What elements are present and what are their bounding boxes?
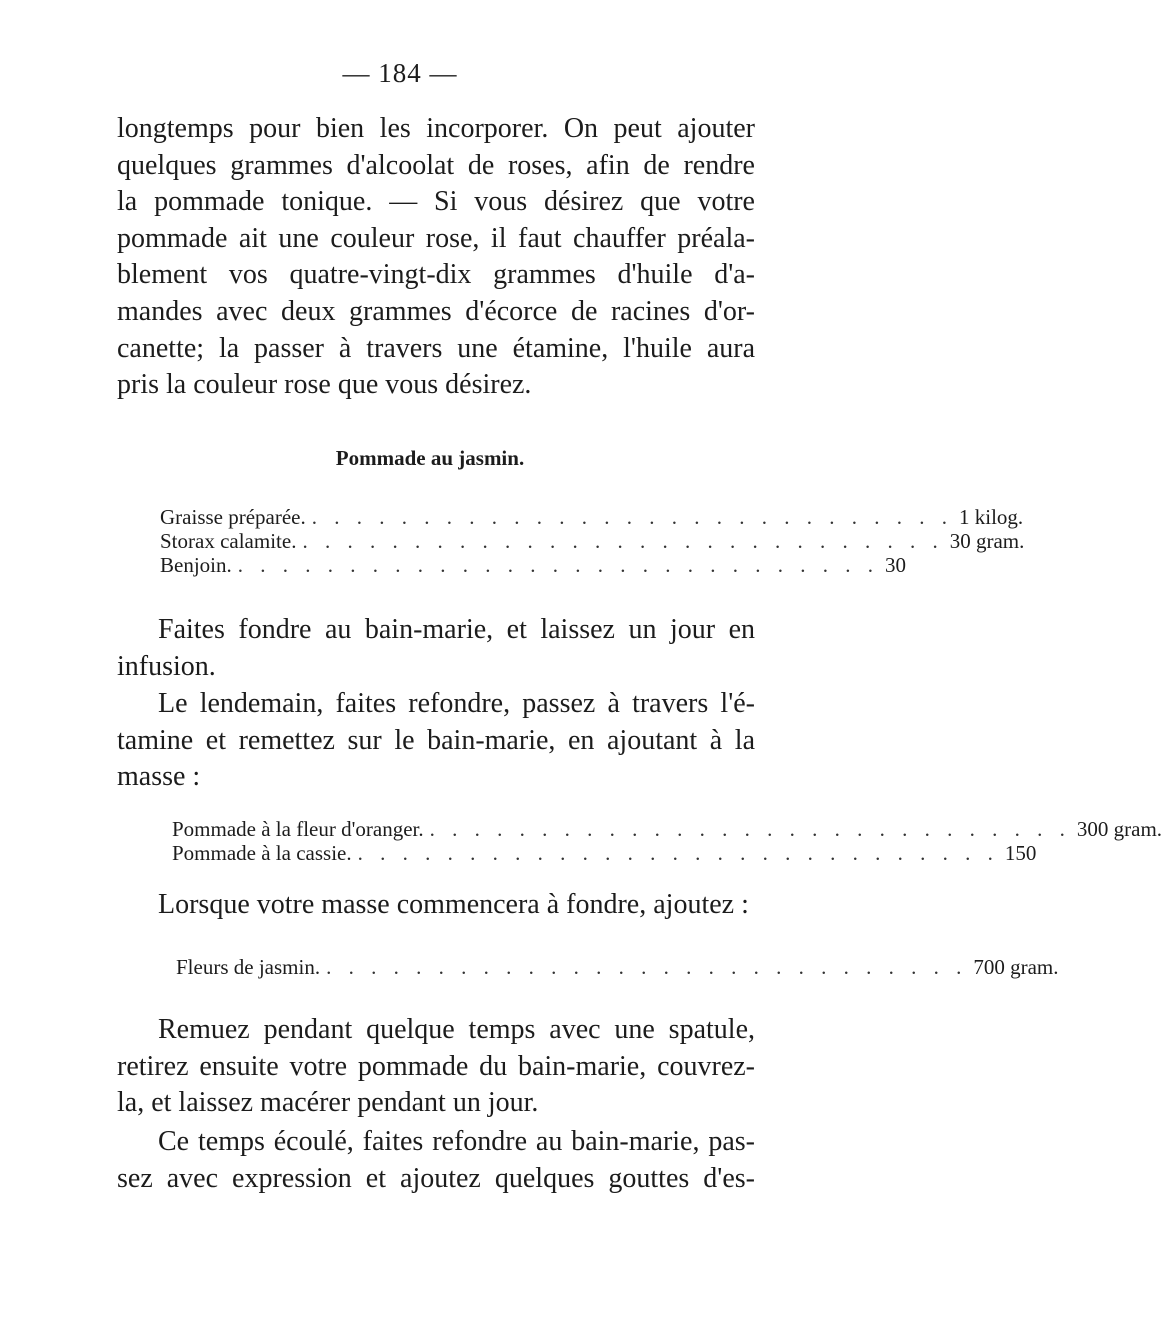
ingredient-quantity: 700 gram. bbox=[973, 955, 1059, 979]
ingredient-name: Pommade à la cassie. bbox=[172, 841, 352, 865]
text-line: la pommade tonique. — Si vous désirez que votre bbox=[117, 186, 755, 218]
page-number: — 184 — bbox=[342, 58, 458, 88]
text-line: tamine et remettez sur le bain-marie, en ajoutant à la bbox=[117, 724, 755, 756]
text-line: mandes avec deux grammes d'écorce de racines d'or- bbox=[117, 295, 755, 327]
dot-leader: . . . . . . . . . . . . . . . . . . . . . . . . . . . . . bbox=[237, 553, 879, 577]
ingredient-row bbox=[172, 841, 1037, 865]
text-line: blement vos quatre-vingt-dix grammes d'huile d'a- bbox=[117, 259, 755, 291]
ingredient-row bbox=[160, 553, 906, 577]
dot-leader: . . . . . . . . . . . . . . . . . . . . . . . . . . . . . bbox=[357, 841, 999, 865]
ingredient-row bbox=[176, 955, 1059, 979]
paragraph-add-flowers bbox=[117, 887, 755, 924]
text-line: la, et laissez macérer pendant un jour. bbox=[117, 1087, 539, 1119]
text-line: pris la couleur rose que vous désirez. bbox=[117, 369, 532, 401]
ingredient-quantity: 300 gram. bbox=[1076, 817, 1162, 841]
dot-leader: . . . . . . . . . . . . . . . . . . . . . . . . . . . . . bbox=[326, 955, 968, 979]
text-line: Le lendemain, faites refondre, passez à travers l'é- bbox=[158, 688, 755, 719]
ingredient-name: Storax calamite. bbox=[160, 529, 297, 553]
section-title: Pommade au jasmin. bbox=[335, 446, 525, 470]
text-line: sez avec expression et ajoutez quelques gouttes d'es- bbox=[117, 1162, 755, 1194]
ingredient-list bbox=[160, 505, 1025, 577]
ingredient-list bbox=[172, 817, 1162, 865]
dot-leader: . . . . . . . . . . . . . . . . . . . . . . . . . . . . . bbox=[429, 817, 1071, 841]
ingredient-quantity: 1 kilog. bbox=[959, 505, 1024, 529]
paragraph-final bbox=[117, 1124, 755, 1197]
text-line: Lorsque votre masse commencera à fondre, ajoutez : bbox=[158, 889, 749, 920]
ingredient-name: Fleurs de jasmin. bbox=[176, 955, 321, 979]
paragraph-melt bbox=[117, 612, 755, 685]
ingredient-name: Graisse préparée. bbox=[160, 505, 306, 529]
text-line: quelques grammes d'alcoolat de roses, afin de rendre bbox=[117, 149, 755, 181]
dot-leader: . . . . . . . . . . . . . . . . . . . . . . . . . . . . . bbox=[302, 529, 944, 553]
paragraph-next-day bbox=[117, 686, 755, 796]
ingredient-row bbox=[160, 505, 1024, 529]
text-line: pommade ait une couleur rose, il faut chauffer préala- bbox=[117, 222, 755, 254]
ingredient-name: Pommade à la fleur d'oranger. bbox=[172, 817, 424, 841]
text-line: infusion. bbox=[117, 650, 216, 682]
paragraph-incorporation bbox=[117, 111, 755, 404]
ingredient-row bbox=[160, 529, 1025, 553]
text-line: retirez ensuite votre pommade du bain-marie, couvrez- bbox=[117, 1050, 755, 1082]
dot-leader: . . . . . . . . . . . . . . . . . . . . . . . . . . . . . bbox=[311, 505, 953, 529]
ingredient-quantity: 30 bbox=[885, 553, 906, 577]
text-line: masse : bbox=[117, 761, 201, 793]
ingredient-quantity: 30 gram. bbox=[949, 529, 1025, 553]
ingredient-list bbox=[176, 955, 1059, 979]
paragraph-stir bbox=[117, 1012, 755, 1122]
ingredient-quantity: 150 bbox=[1004, 841, 1037, 865]
text-line: longtemps pour bien les incorporer. On peut ajouter bbox=[117, 113, 755, 144]
ingredient-row bbox=[172, 817, 1162, 841]
ingredient-name: Benjoin. bbox=[160, 553, 232, 577]
text-line: canette; la passer à travers une étamine, l'huile aura bbox=[117, 332, 755, 364]
text-line: Ce temps écoulé, faites refondre au bain-marie, pas- bbox=[158, 1126, 755, 1157]
text-line: Remuez pendant quelque temps avec une spatule, bbox=[158, 1014, 755, 1045]
text-line: Faites fondre au bain-marie, et laissez un jour en bbox=[158, 614, 755, 645]
